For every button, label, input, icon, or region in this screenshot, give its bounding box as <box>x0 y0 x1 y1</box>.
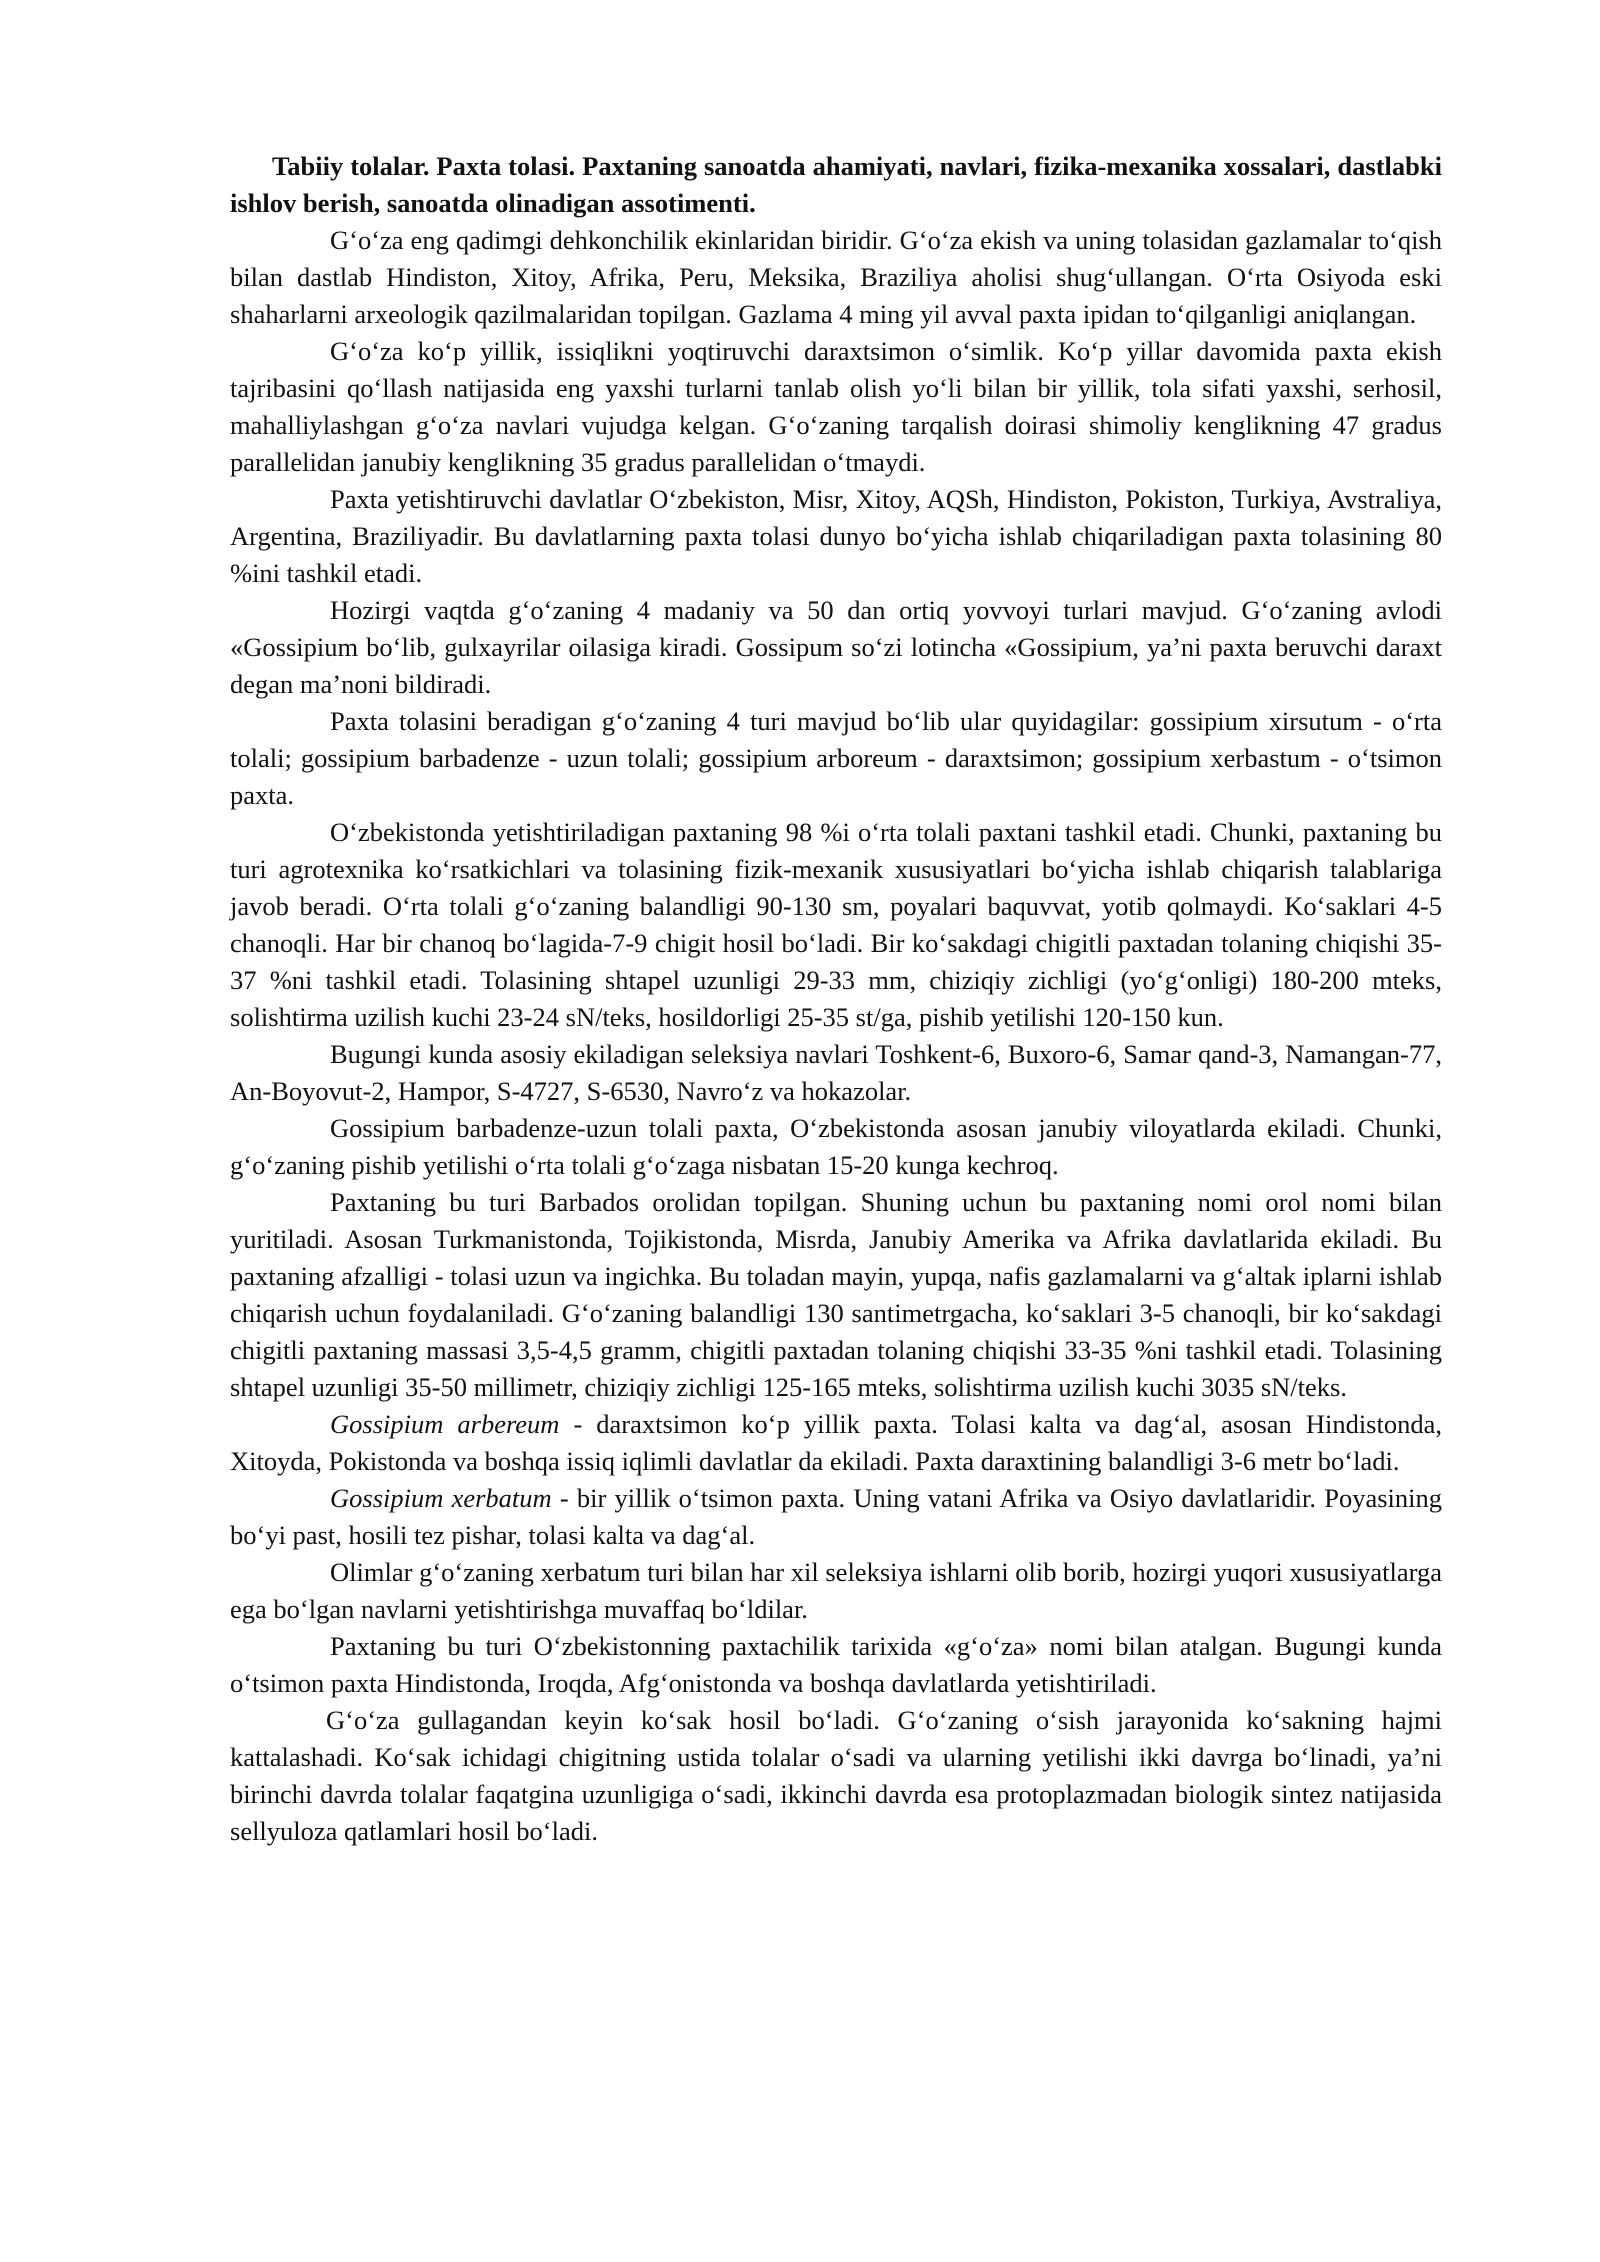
paragraph-barbadenze: Gossipium barbadenze-uzun tolali paxta, O‘zbekistonda asosan janubiy viloyatlarda ekiladi. Chunki, g‘o‘zaning pishib yetilishi o‘rta tolali g‘o‘zaga nisbatan 15-20 kunga kechroq. <box>230 1113 1442 1180</box>
paragraph-arbereum <box>230 1406 1442 1480</box>
paragraph-countries: Paxta yetishtiruvchi davlatlar O‘zbekiston, Misr, Xitoy, AQSh, Hindiston, Pokiston, Turkiya, Avstraliya, Argentina, Braziliyadir. Bu davlatlarning paxta tolasi dunyo bo‘yicha ishlab chiqariladigan paxta tolasining 80 %ini tashkil etadi. <box>230 484 1442 588</box>
paragraph-goza-history: Paxtaning bu turi O‘zbekistonning paxtachilik tarixida «g‘o‘za» nomi bilan atalgan. Bugungi kunda o‘tsimon paxta Hindistonda, Iroqda, Afg‘onistonda va boshqa davlatlarda yetishtiriladi. <box>230 1631 1442 1698</box>
paragraph-xerbatum <box>230 1480 1442 1554</box>
species-name-arbereum: Gossipium arbereum <box>330 1409 560 1439</box>
paragraph-plant: G‘o‘za ko‘p yillik, issiqlikni yoqtiruvchi daraxtsimon o‘simlik. Ko‘p yillar davomida paxta ekish tajribasini qo‘llash natijasida eng yaxshi turlarni tanlab olish yo‘li bilan bir yillik, tola sifati yaxshi, serhosil, mahalliylashgan g‘o‘za navlari vujudga kelgan. G‘o‘zaning tarqalish doirasi shimoliy kenglikning 47 gradus parallelidan janubiy kenglikning 35 gradus parallelidan o‘tmaydi. <box>230 336 1442 477</box>
section-heading: Tabiiy tolalar. Paxta tolasi. Paxtaning sanoatda ahamiyati, navlari, fizika-mexanika xossalari, dastlabki ishlov berish, sanoatda olinadigan assotimenti. <box>230 151 1442 218</box>
paragraph-selection: Olimlar g‘o‘zaning xerbatum turi bilan har xil seleksiya ishlarni olib borib, hozirgi yuqori xususiyatlarga ega bo‘lgan navlarni yetishtirishga muvaffaq bo‘ldilar. <box>230 1557 1442 1624</box>
species-name-xerbatum: Gossipium xerbatum <box>330 1483 552 1513</box>
paragraph-four-types: Paxta tolasini beradigan g‘o‘zaning 4 turi mavjud bo‘lib ular quyidagilar: gossipium xirsutum - o‘rta tolali; gossipium barbadenze - uzun tolali; gossipium arboreum - daraxtsimon; gossipium xerbastum - o‘tsimon paxta. <box>230 706 1442 810</box>
paragraph-boll-growth: G‘o‘za gullagandan keyin ko‘sak hosil bo‘ladi. G‘o‘zaning o‘sish jarayonida ko‘sakning hajmi kattalashadi. Ko‘sak ichidagi chigitning ustida tolalar o‘sadi va ularning yetilishi ikki davrga bo‘linadi, ya’ni birinchi davrda tolalar faqatgina uzunligiga o‘sadi, ikkinchi davrda esa protoplazmadan biologik sintez natijasida sellyuloza qatlamlari hosil bo‘ladi. <box>230 1705 1442 1846</box>
paragraph-origins: G‘o‘za eng qadimgi dehkonchilik ekinlaridan biridir. G‘o‘za ekish va uning tolasidan gazlamalar to‘qish bilan dastlab Hindiston, Xitoy, Afrika, Peru, Meksika, Braziliya aholisi shug‘ullangan. O‘rta Osiyoda eski shaharlarni arxeologik qazilmalaridan topilgan. Gazlama 4 ming yil avval paxta ipidan to‘qilganligi aniqlangan. <box>230 225 1442 329</box>
xerbatum-description: - bir yillik o‘tsimon paxta. Uning vatani Afrika va Osiyo davlatlaridir. Poyasining bo‘yi past, hosili tez pishar, tolasi kalta va dag‘al. <box>230 1483 1443 1550</box>
paragraph-medium-staple: O‘zbekistonda yetishtiriladigan paxtaning 98 %i o‘rta tolali paxtani tashkil etadi. Chunki, paxtaning bu turi agrotexnika ko‘rsatkichlari va tolasining fizik-mexanik xususiyatlari bo‘yicha ishlab chiqarish talablariga javob beradi. O‘rta tolali g‘o‘zaning balandligi 90-130 sm, poyalari baquvvat, yotib qolmaydi. Ko‘saklari 4-5 chanoqli. Har bir chanoq bo‘lagida-7-9 chigit hosil bo‘ladi. Bir ko‘sakdagi chigitli paxtadan tolaning chiqishi 35-37 %ni tashkil etadi. Tolasining shtapel uzunligi 29-33 mm, chiziqiy zichligi (yo‘g‘onligi) 180-200 mteks, solishtirma uzilish kuchi 23-24 sN/teks, hosildorligi 25-35 st/ga, pishib yetilishi 120-150 kun. <box>230 817 1442 1032</box>
document-page <box>230 148 1442 1850</box>
paragraph-varieties: Bugungi kunda asosiy ekiladigan seleksiya navlari Toshkent-6, Buxoro-6, Samar qand-3, Namangan-77, An-Boyovut-2, Hampor, S-4727, S-6530, Navro‘z va hokazolar. <box>230 1039 1442 1106</box>
arbereum-description: - daraxtsimon ko‘p yillik paxta. Tolasi kalta va dag‘al, asosan Hindistonda, Xitoyda, Pokistonda va boshqa issiq iqlimli davlatlar da ekiladi. Paxta daraxtining balandligi 3-6 metr bo‘ladi. <box>230 1409 1442 1476</box>
paragraph-barbados: Paxtaning bu turi Barbados orolidan topilgan. Shuning uchun bu paxtaning nomi orol nomi bilan yuritiladi. Asosan Turkmanistonda, Tojikistonda, Misrda, Janubiy Amerika va Afrika davlatlarida ekiladi. Bu paxtaning afzalligi - tolasi uzun va ingichka. Bu toladan mayin, yupqa, nafis gazlamalarni va g‘altak iplarni ishlab chiqarish uchun foydalaniladi. G‘o‘zaning balandligi 130 santimetrgacha, ko‘saklari 3-5 chanoqli, bir ko‘sakdagi chigitli paxtaning massasi 3,5-4,5 gramm, chigitli paxtadan tolaning chiqishi 33-35 %ni tashkil etadi. Tolasining shtapel uzunligi 35-50 millimetr, chiziqiy zichligi 125-165 mteks, solishtirma uzilish kuchi 3035 sN/teks. <box>230 1187 1442 1402</box>
paragraph-species-count: Hozirgi vaqtda g‘o‘zaning 4 madaniy va 50 dan ortiq yovvoyi turlari mavjud. G‘o‘zaning avlodi «Gossipium bo‘lib, gulxayrilar oilasiga kiradi. Gossipum so‘zi lotincha «Gossipium, ya’ni paxta beruvchi daraxt degan ma’noni bildiradi. <box>230 595 1442 699</box>
